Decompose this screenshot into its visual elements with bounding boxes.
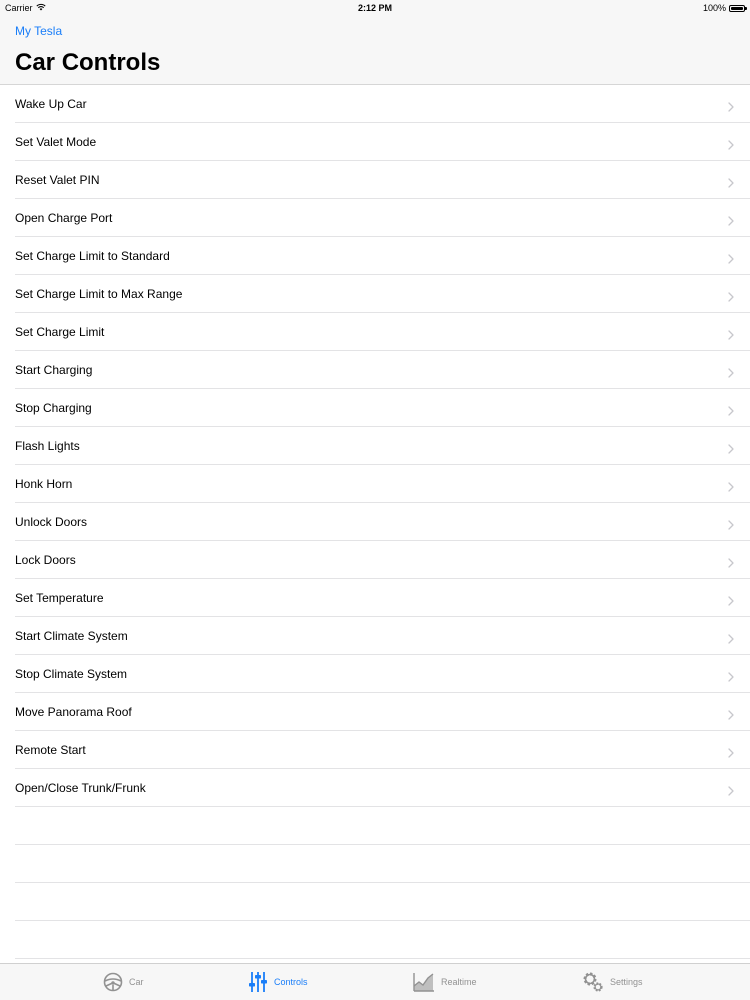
list-item[interactable] (15, 655, 750, 693)
list-item-label: Open Charge Port (15, 211, 113, 225)
empty-row (15, 807, 750, 845)
list-item[interactable] (15, 579, 750, 617)
tab-bar (0, 963, 750, 1000)
chevron-right-icon (728, 175, 734, 185)
list-item-label: Start Charging (15, 363, 93, 377)
tab-realtime[interactable] (413, 964, 477, 1000)
chevron-right-icon (728, 327, 734, 337)
chevron-right-icon (728, 745, 734, 755)
list-item-label: Set Temperature (15, 591, 104, 605)
chevron-right-icon (728, 441, 734, 451)
chevron-right-icon (728, 137, 734, 147)
list-item[interactable] (15, 693, 750, 731)
list-item[interactable] (15, 275, 750, 313)
list-item-label: Honk Horn (15, 477, 73, 491)
list-item-label: Open/Close Trunk/Frunk (15, 781, 146, 795)
list-item-label: Reset Valet PIN (15, 173, 100, 187)
chevron-right-icon (728, 479, 734, 489)
list-item[interactable] (15, 351, 750, 389)
list-item-label: Set Charge Limit (15, 325, 105, 339)
tab-realtime-label: Realtime (441, 977, 477, 987)
controls-list (0, 85, 750, 959)
battery-icon (729, 5, 745, 12)
list-item[interactable] (15, 617, 750, 655)
back-button[interactable]: My Tesla (15, 24, 63, 38)
battery-fill (731, 7, 743, 10)
battery-percent: 100% (702, 3, 726, 13)
list-item-label: Lock Doors (15, 553, 76, 567)
list-item[interactable] (15, 541, 750, 579)
sliders-icon (248, 971, 268, 993)
chevron-right-icon (728, 99, 734, 109)
list-item-label: Set Charge Limit to Standard (15, 249, 170, 263)
list-item-label: Set Valet Mode (15, 135, 97, 149)
steering-wheel-icon (103, 972, 123, 992)
list-item-label: Stop Climate System (15, 667, 128, 681)
chevron-right-icon (728, 783, 734, 793)
chevron-right-icon (728, 251, 734, 261)
tab-car-label: Car (129, 977, 144, 987)
tab-controls-label: Controls (274, 977, 308, 987)
list-item[interactable] (15, 465, 750, 503)
tab-settings[interactable] (582, 964, 643, 1000)
chevron-right-icon (728, 289, 734, 299)
gears-icon (582, 971, 604, 993)
chevron-right-icon (728, 707, 734, 717)
list-item-label: Stop Charging (15, 401, 92, 415)
page-title: Car Controls (15, 49, 161, 76)
empty-row (15, 845, 750, 883)
status-time: 2:12 PM (357, 3, 392, 13)
list-item[interactable] (15, 199, 750, 237)
list-item[interactable] (15, 123, 750, 161)
status-bar (0, 0, 750, 16)
tab-settings-label: Settings (610, 977, 643, 987)
list-item-label: Remote Start (15, 743, 86, 757)
chevron-right-icon (728, 403, 734, 413)
list-item-label: Unlock Doors (15, 515, 88, 529)
list-item-label: Start Climate System (15, 629, 128, 643)
chevron-right-icon (728, 365, 734, 375)
list-item-label: Set Charge Limit to Max Range (15, 287, 183, 301)
navigation-header (0, 16, 750, 85)
tab-controls[interactable] (248, 964, 308, 1000)
list-item[interactable] (15, 161, 750, 199)
list-item-label: Move Panorama Roof (15, 705, 132, 719)
empty-row (15, 883, 750, 921)
list-item-label: Flash Lights (15, 439, 80, 453)
list-item[interactable] (15, 389, 750, 427)
carrier-label: Carrier (5, 3, 33, 13)
list-item[interactable] (15, 769, 750, 807)
battery-tip (745, 7, 747, 10)
list-item[interactable] (15, 85, 750, 123)
list-item[interactable] (15, 237, 750, 275)
chevron-right-icon (728, 517, 734, 527)
list-item[interactable] (15, 503, 750, 541)
list-item[interactable] (15, 427, 750, 465)
empty-row (15, 921, 750, 959)
chevron-right-icon (728, 213, 734, 223)
list-item[interactable] (15, 731, 750, 769)
chart-icon (413, 972, 435, 992)
list-item-label: Wake Up Car (15, 97, 87, 111)
chevron-right-icon (728, 631, 734, 641)
chevron-right-icon (728, 669, 734, 679)
status-right (703, 3, 745, 13)
chevron-right-icon (728, 555, 734, 565)
list-item[interactable] (15, 313, 750, 351)
chevron-right-icon (728, 593, 734, 603)
tab-car[interactable] (103, 964, 144, 1000)
